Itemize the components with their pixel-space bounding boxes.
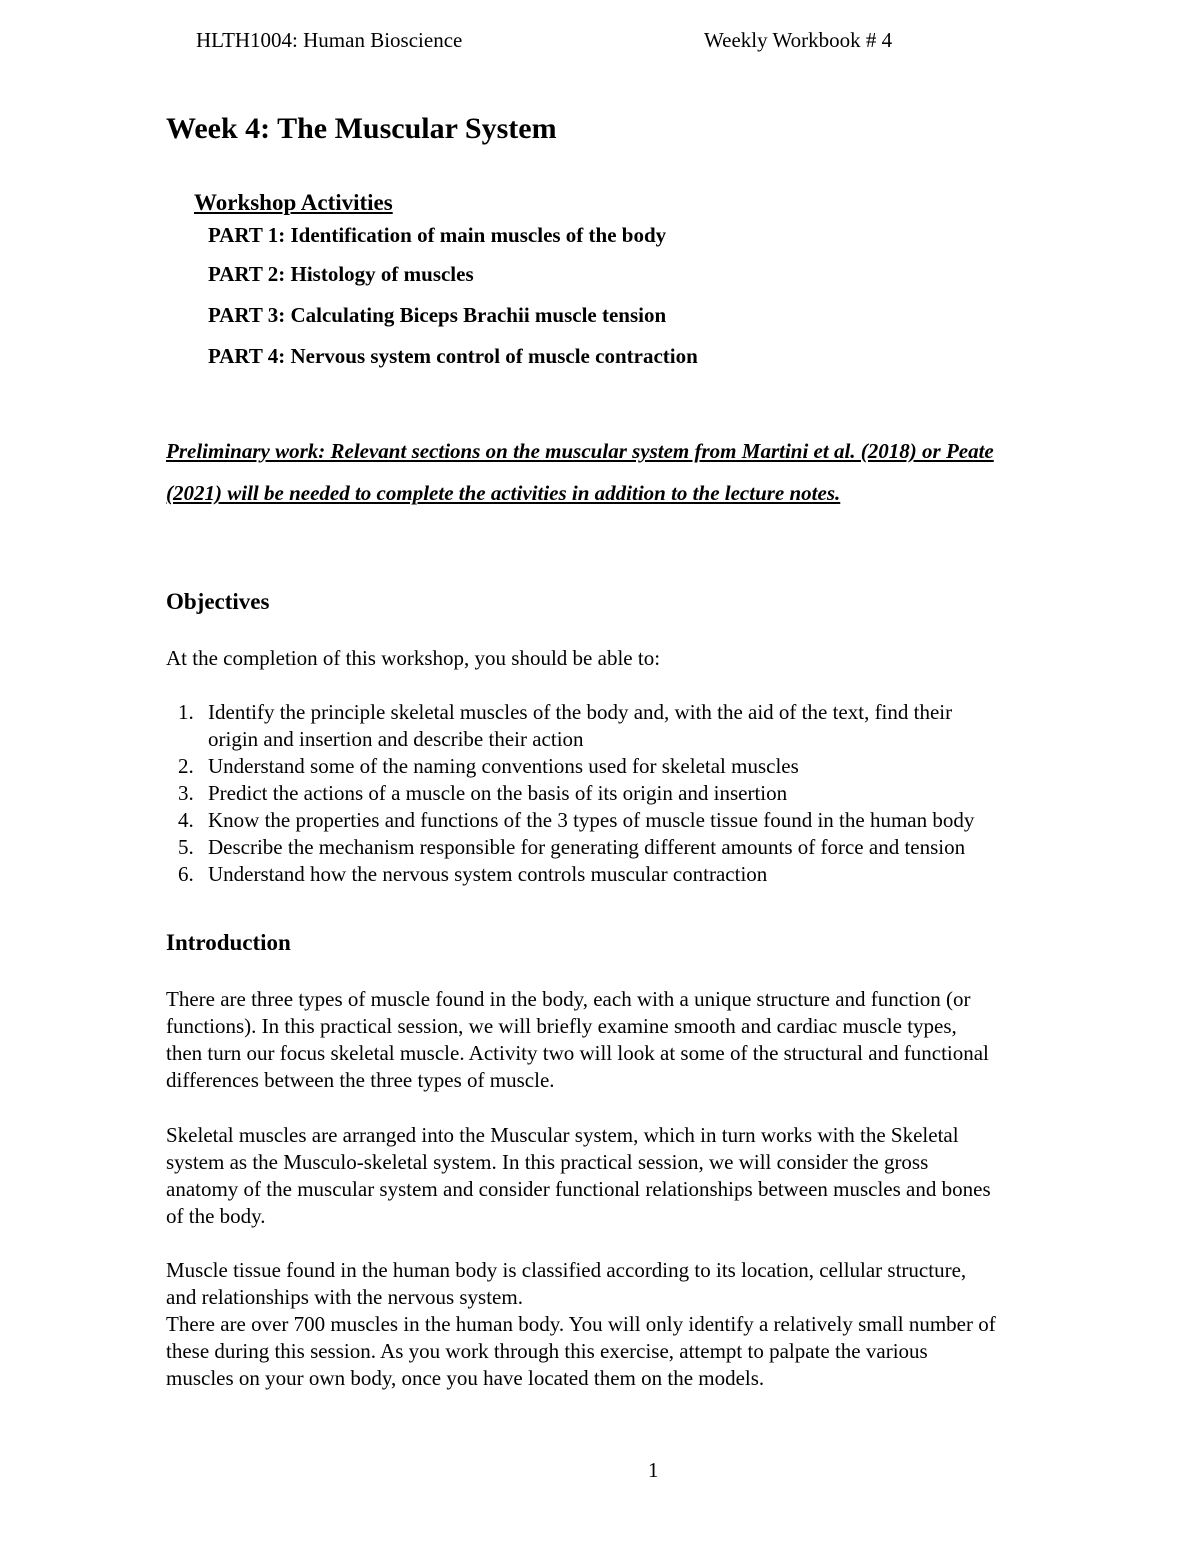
- objective-6: Understand how the nervous system controls muscular contraction: [208, 862, 768, 886]
- preliminary-work-line-1: Preliminary work: Relevant sections on the muscular system from Martini et al. (2018) or Peate: [166, 439, 994, 463]
- objective-1-line-2: origin and insertion and describe their action: [208, 727, 584, 751]
- workshop-activities-heading: Workshop Activities: [194, 190, 393, 215]
- objective-number-1: 1.: [178, 700, 194, 724]
- objective-number-4: 4.: [178, 808, 194, 832]
- workshop-part-1: PART 1: Identification of main muscles of the body: [208, 223, 667, 247]
- page-title: Week 4: The Muscular System: [166, 112, 557, 145]
- objective-number-2: 2.: [178, 754, 194, 778]
- objective-3: Predict the actions of a muscle on the basis of its origin and insertion: [208, 781, 788, 805]
- header-course: HLTH1004: Human Bioscience: [196, 28, 463, 52]
- objectives-intro: At the completion of this workshop, you should be able to:: [166, 646, 661, 670]
- intro-p1-line-1: There are three types of muscle found in the body, each with a unique structure and function (or: [166, 987, 971, 1011]
- objective-2: Understand some of the naming conventions used for skeletal muscles: [208, 754, 799, 778]
- header-workbook: Weekly Workbook # 4: [704, 28, 893, 52]
- objective-number-3: 3.: [178, 781, 194, 805]
- objective-number-6: 6.: [178, 862, 194, 886]
- objectives-heading: Objectives: [166, 589, 270, 614]
- intro-p2-line-4: of the body.: [166, 1204, 266, 1228]
- introduction-heading: Introduction: [166, 930, 291, 955]
- intro-p3-line-4: these during this session. As you work through this exercise, attempt to palpate the various: [166, 1339, 928, 1363]
- objective-1-line-1: Identify the principle skeletal muscles of the body and, with the aid of the text, find their: [208, 700, 953, 724]
- objective-4: Know the properties and functions of the 3 types of muscle tissue found in the human body: [208, 808, 975, 832]
- intro-p1-line-4: differences between the three types of muscle.: [166, 1068, 555, 1092]
- intro-p1-line-3: then turn our focus skeletal muscle. Activity two will look at some of the structural and functional: [166, 1041, 989, 1065]
- intro-p3-line-3: There are over 700 muscles in the human body. You will only identify a relatively small number of: [166, 1312, 996, 1336]
- intro-p2-line-1: Skeletal muscles are arranged into the Muscular system, which in turn works with the Skeletal: [166, 1123, 959, 1147]
- intro-p3-line-5: muscles on your own body, once you have located them on the models.: [166, 1366, 765, 1390]
- workshop-part-4: PART 4: Nervous system control of muscle contraction: [208, 344, 698, 368]
- intro-p3-line-2: and relationships with the nervous system.: [166, 1285, 523, 1309]
- workshop-part-2: PART 2: Histology of muscles: [208, 262, 474, 286]
- intro-p1-line-2: functions). In this practical session, we will briefly examine smooth and cardiac muscle types,: [166, 1014, 957, 1038]
- intro-p2-line-3: anatomy of the muscular system and consider functional relationships between muscles and bones: [166, 1177, 991, 1201]
- objective-number-5: 5.: [178, 835, 194, 859]
- preliminary-work-line-2: (2021) will be needed to complete the activities in addition to the lecture notes.: [166, 481, 841, 505]
- page-number: 1: [648, 1458, 659, 1482]
- workshop-part-3: PART 3: Calculating Biceps Brachii muscle tension: [208, 303, 667, 327]
- intro-p3-line-1: Muscle tissue found in the human body is classified according to its location, cellular structure,: [166, 1258, 967, 1282]
- intro-p2-line-2: system as the Musculo-skeletal system. In this practical session, we will consider the gross: [166, 1150, 929, 1174]
- objective-5: Describe the mechanism responsible for generating different amounts of force and tension: [208, 835, 966, 859]
